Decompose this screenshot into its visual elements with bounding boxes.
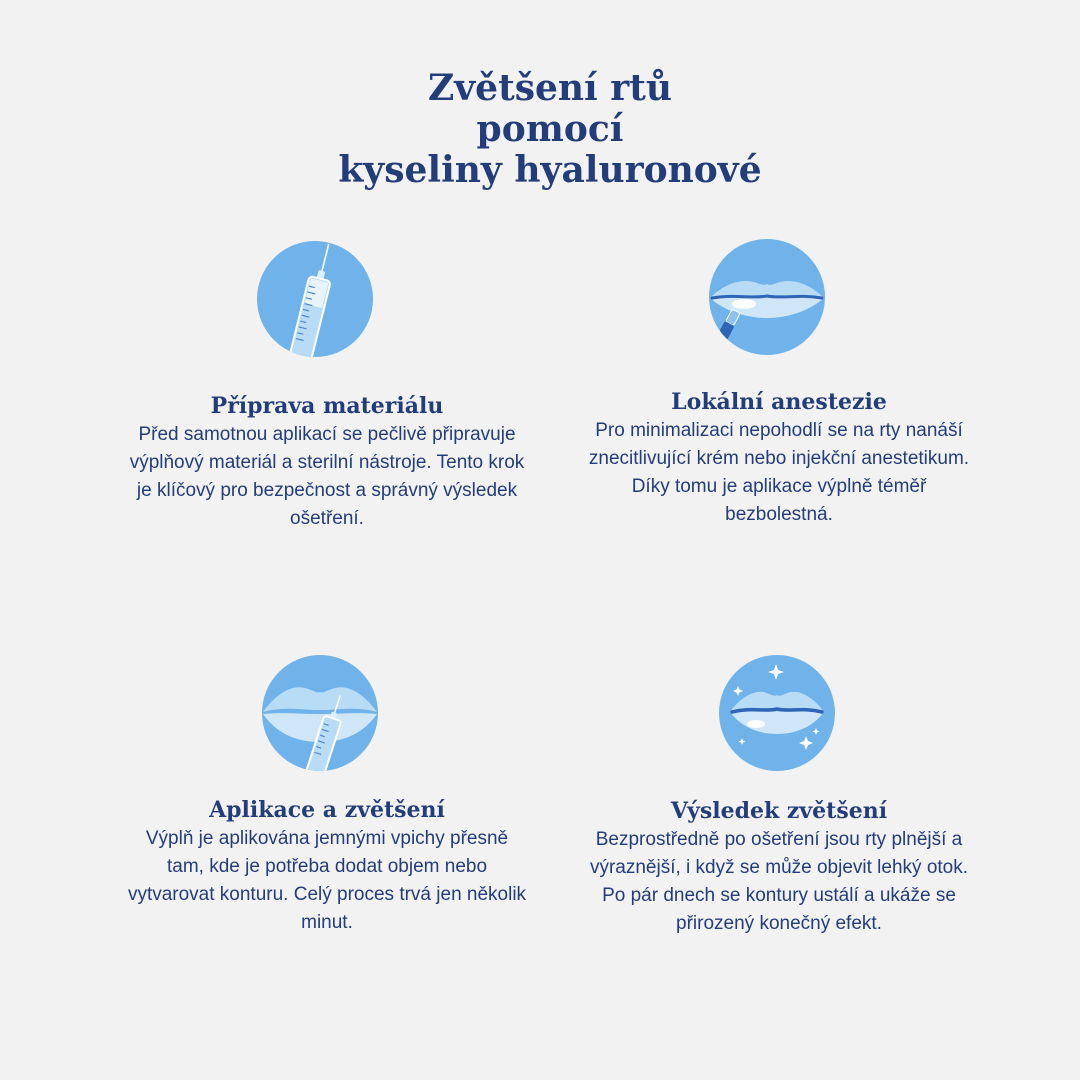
step-heading: Výsledek zvětšení [670, 798, 888, 824]
step-description: Výplň je aplikována jemnými vpichy přesně tam, kde je potřeba dodat objem nebo vytvarovat konturu. Celý proces trvá jen několik minut. [127, 828, 527, 933]
step-heading: Příprava materiálu [210, 393, 444, 419]
step-description: Bezprostředně po ošetření jsou rty plnější a výraznější, i když se může objevit lehký otok. Po pár dnech se kontury ustálí a ukáže se přirozený konečný efekt. [589, 829, 969, 934]
step-application [127, 795, 527, 937]
lips-cream-icon [708, 238, 826, 356]
title-line-1: Zvětšení rtů [427, 67, 673, 109]
step-description: Pro minimalizaci nepohodlí se na rty nanáší znecitlivující krém nebo injekční anestetikum. Díky tomu je aplikace výplně téměř bezbolestná. [588, 420, 970, 525]
step-result [579, 796, 979, 938]
title-line-3: kyseliny hyaluronové [338, 149, 762, 191]
title-line-2: pomocí [476, 108, 624, 150]
lips-sparkle-icon [718, 654, 836, 772]
syringe-icon [256, 240, 374, 358]
page-title [0, 68, 1080, 191]
lips-injection-icon [261, 654, 379, 772]
step-description: Před samotnou aplikací se pečlivě připravuje výplňový materiál a sterilní nástroje. Tento krok je klíčový pro bezpečnost a správný výsledek ošetření. [129, 424, 525, 529]
step-preparation [127, 391, 527, 533]
step-heading: Lokální anestezie [671, 389, 887, 415]
step-anesthesia [579, 387, 979, 529]
step-heading: Aplikace a zvětšení [209, 797, 445, 823]
